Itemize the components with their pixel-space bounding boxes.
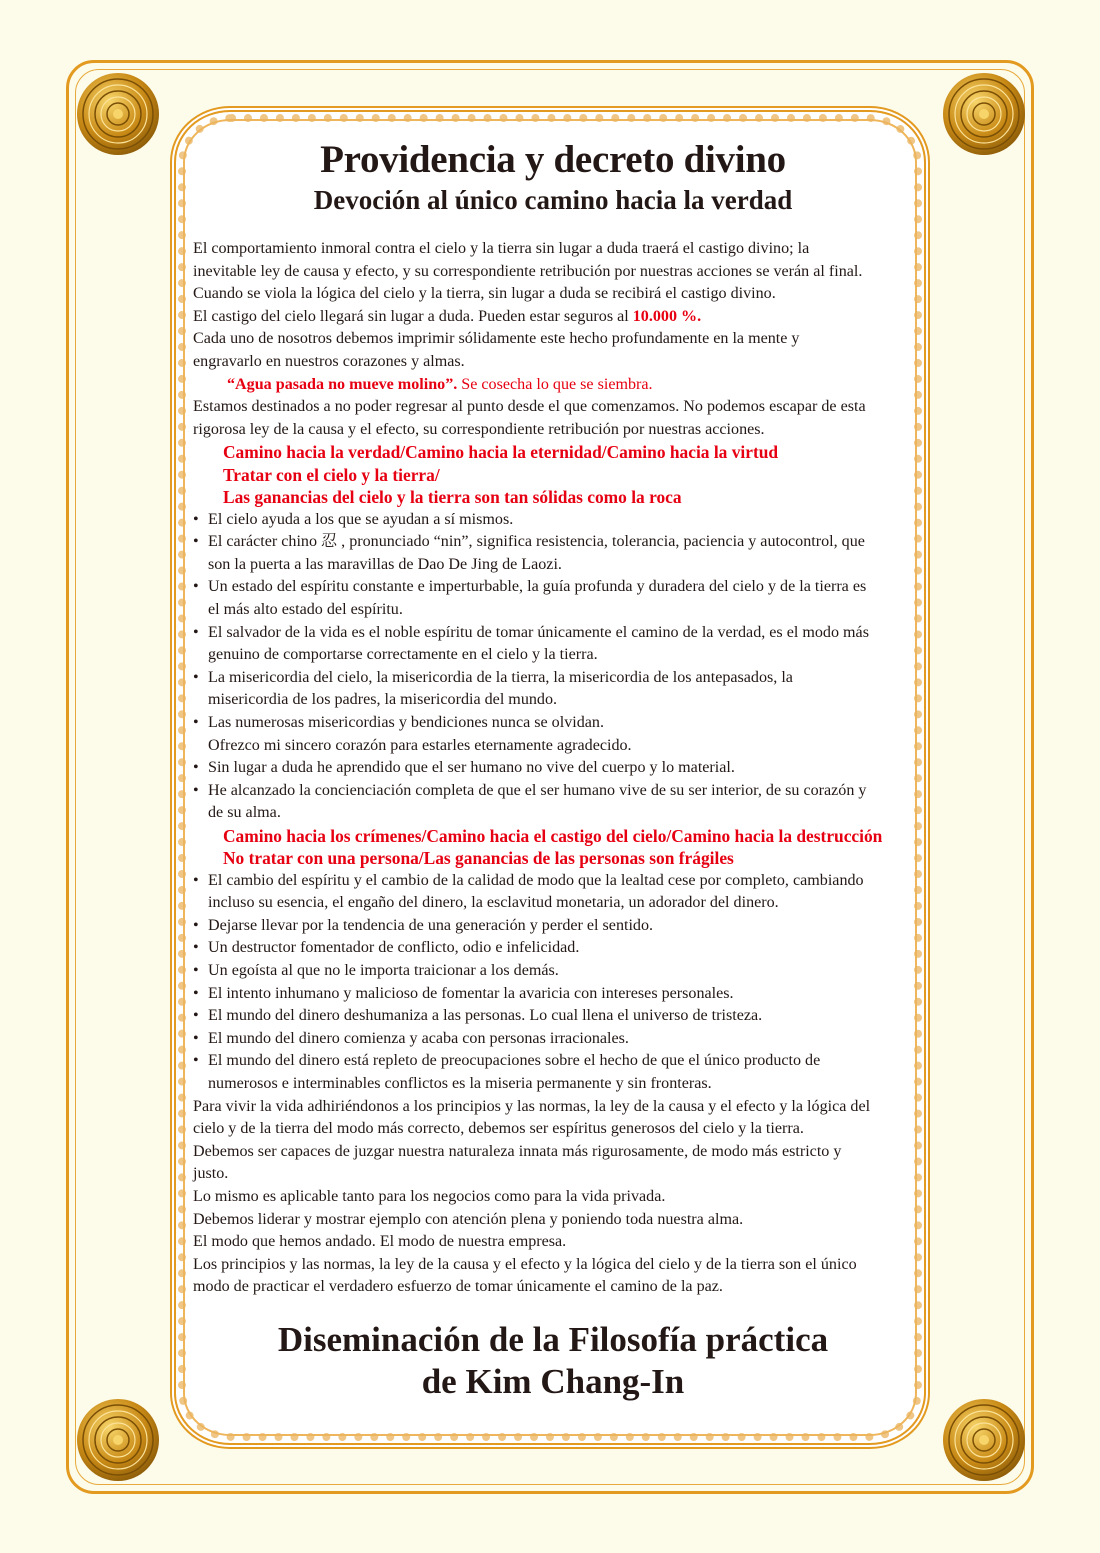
closing-line: modo de practicar el verdadero esfuerzo de tomar únicamente el camino de la paz.: [193, 1278, 723, 1296]
intro-line: engravarlo en nuestros corazones y almas.: [193, 352, 465, 370]
proverb-quote: “Agua pasada no mueve molino”.: [227, 375, 458, 393]
bullet-item: [193, 960, 913, 983]
bullet-line: • La misericordia del cielo, la misericordia de la tierra, la misericordia de los antepasados, la: [208, 668, 793, 686]
percentage-highlight: 10.000 %.: [632, 307, 702, 325]
closing-line: Debemos ser capaces de juzgar nuestra naturaleza innata más rigurosamente, de modo más estricto y: [193, 1142, 842, 1160]
bullet-line: • El cambio del espíritu y el cambio de la calidad de modo que la lealtad cese por completo, cambiando: [208, 871, 864, 889]
bullet-item: [193, 509, 913, 532]
document-subtitle: Devoción al único camino hacia la verdad: [313, 185, 793, 215]
bullet-item: [193, 780, 913, 825]
intro-line: El comportamiento inmoral contra el cielo y la tierra sin lugar a duda traerá el castigo divino; la: [193, 240, 810, 257]
intro-line: Cada uno de nosotros debemos imprimir sólidamente este hecho profundamente en la mente y: [193, 330, 800, 348]
closing-line: justo.: [193, 1165, 229, 1183]
bullet-line: • He alcanzado la concienciación completa de que el ser humano vive de su ser interior, de su corazón y: [208, 781, 867, 799]
bullet-line: • El salvador de la vida es el noble espíritu de tomar únicamente el camino de la verdad, es el modo más: [208, 623, 869, 641]
closing-line: Los principios y las normas, la ley de la causa y el efecto y la lógica del cielo y de la tierra son el único: [193, 1255, 857, 1273]
bullet-line: misericordia de los padres, la misericordia del mundo.: [208, 691, 558, 709]
footer-line: Diseminación de la Filosofía práctica: [277, 1319, 829, 1359]
bullet-item: [193, 1028, 913, 1051]
gold-medallion-icon: [942, 1398, 1026, 1482]
bullet-line: • El mundo del dinero comienza y acaba con personas irracionales.: [208, 1029, 629, 1047]
bullet-line: • El mundo del dinero está repleto de preocupaciones sobre el hecho de que el único producto de: [208, 1052, 821, 1070]
intro-text: El castigo del cielo llegará sin lugar a duda. Pueden estar seguros al: [193, 307, 633, 325]
proverb-line: [193, 374, 913, 397]
bullet-item: [193, 1050, 913, 1095]
bullet-line: • Un estado del espíritu constante e imperturbable, la guía profunda y duradera del cielo y de la tierra es: [208, 578, 867, 596]
gold-medallion-icon: [76, 72, 160, 156]
bullet-item: [193, 757, 913, 780]
bullet-line: son la puerta a las maravillas de Dao De Jing de Laozi.: [208, 555, 562, 573]
bullet-item: [193, 667, 913, 712]
red-heading-line: Camino hacia la verdad/Camino hacia la eternidad/Camino hacia la virtud: [223, 442, 779, 463]
document-body: [193, 238, 913, 1299]
bullet-item: [193, 576, 913, 621]
document-content: [193, 138, 913, 1403]
bullet-line: • Dejarse llevar por la tendencia de una generación y perder el sentido.: [208, 916, 654, 934]
bullet-line: numerosos e interminables conflictos es la miseria permanente y sin fronteras.: [208, 1075, 712, 1093]
vice-bullet-list: [193, 870, 913, 1096]
red-heading-line: Camino hacia los crímenes/Camino hacia el castigo del cielo/Camino hacia la destrucción: [223, 825, 883, 846]
intro-line: Cuando se viola la lógica del cielo y la tierra, sin lugar a duda se recibirá el castigo divino.: [193, 285, 776, 303]
document-title: Providencia y decreto divino: [320, 138, 786, 181]
closing-paragraphs: [193, 1096, 913, 1299]
bullet-item: [193, 937, 913, 960]
closing-line: cielo y de la tierra del modo más correcto, debemos ser espíritus generosos del cielo y la tierra.: [193, 1120, 804, 1138]
virtue-bullet-list: [193, 509, 913, 825]
intro-line: Estamos destinados a no poder regresar al punto desde el que comenzamos. No podemos escapar de esta: [193, 398, 866, 416]
red-heading-line: Las ganancias del cielo y la tierra son tan sólidas como la roca: [223, 487, 682, 508]
footer-title: [193, 1319, 913, 1403]
closing-line: Debemos liderar y mostrar ejemplo con atención plena y poniendo toda nuestra alma.: [193, 1210, 744, 1228]
bullet-item: [193, 870, 913, 915]
closing-line: Para vivir la vida adhiriéndonos a los principios y las normas, la ley de la causa y el efecto y la lógica del: [193, 1097, 871, 1115]
closing-line: El modo que hemos andado. El modo de nuestra empresa.: [193, 1233, 567, 1251]
intro-line: inevitable ley de causa y efecto, y su correspondiente retribución por nuestras acciones se verán al final.: [193, 262, 863, 280]
closing-line: Lo mismo es aplicable tanto para los negocios como para la vida privada.: [193, 1188, 666, 1205]
bullet-item: [193, 915, 913, 938]
bullet-line: • El intento inhumano y malicioso de fomentar la avaricia con intereses personales.: [208, 984, 734, 1002]
proverb-rest: Se cosecha lo que se siembra.: [457, 375, 653, 393]
bullet-line: • El mundo del dinero deshumaniza a las personas. Lo cual llena el universo de tristeza.: [208, 1007, 763, 1025]
red-heading-line: Tratar con el cielo y la tierra/: [223, 464, 440, 485]
bullet-line: genuino de comportarse correctamente en el cielo y la tierra.: [208, 646, 598, 664]
bullet-line: el más alto estado del espíritu.: [208, 600, 403, 618]
bullet-line: • Sin lugar a duda he aprendido que el ser humano no vive del cuerpo y lo material.: [208, 759, 735, 777]
bullet-line: • El cielo ayuda a los que se ayudan a sí mismos.: [208, 510, 514, 528]
bullet-line: de su alma.: [208, 804, 281, 822]
gold-medallion-icon: [942, 72, 1026, 156]
red-heading-line: No tratar con una persona/Las ganancias de las personas son frágiles: [223, 848, 734, 869]
bullet-item: [193, 622, 913, 667]
intro-line: [193, 306, 913, 329]
bullet-item: [193, 983, 913, 1006]
bullet-line: • El carácter chino 忍 , pronunciado “nin”, significa resistencia, tolerancia, paciencia y autocontrol, que: [208, 533, 865, 551]
bullet-line: Ofrezco mi sincero corazón para estarles eternamente agradecido.: [208, 736, 632, 754]
bullet-line: • Un egoísta al que no le importa traicionar a los demás.: [208, 962, 559, 980]
bullet-item: [193, 531, 913, 576]
bullet-line: • Un destructor fomentador de conflicto, odio e infelicidad.: [208, 939, 580, 957]
footer-line: de Kim Chang-In: [421, 1361, 685, 1401]
gold-medallion-icon: [76, 1398, 160, 1482]
bullet-line: • Las numerosas misericordias y bendiciones nunca se olvidan.: [208, 713, 604, 731]
bullet-item: [193, 1005, 913, 1028]
bullet-line: incluso su esencia, el engaño del dinero, la esclavitud monetaria, un adorador del dinero.: [208, 894, 779, 912]
intro-line: rigorosa ley de la causa y el efecto, su correspondiente retribución por nuestras acciones.: [193, 420, 765, 438]
bullet-item: [193, 712, 913, 757]
